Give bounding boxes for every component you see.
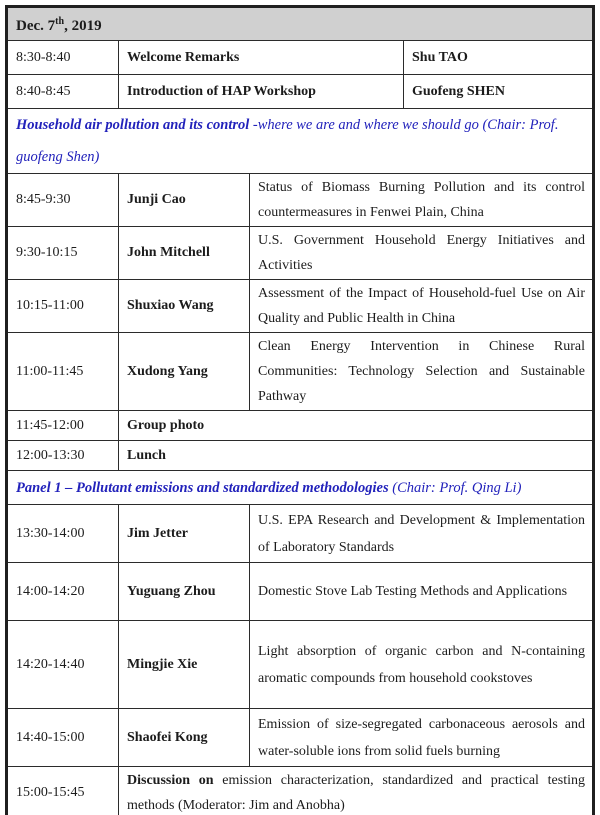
event-cell: Introduction of HAP Workshop — [119, 75, 404, 109]
date-prefix: Dec. 7 — [16, 18, 56, 34]
date-superscript: th — [55, 16, 65, 27]
section-title-lead: Household air pollution and its control — [16, 117, 253, 133]
session-row — [7, 174, 594, 227]
time-cell: 14:40-15:00 — [7, 709, 119, 767]
session-row — [7, 709, 594, 767]
section-title-lead: Panel 1 – Pollutant emissions and standardized methodologies — [16, 479, 393, 496]
date-header-row — [7, 7, 594, 41]
discussion-rest: emission characterization, standardized and practical testing methods (Moderator: Jim and Anobha) — [127, 773, 585, 813]
section-title — [7, 109, 594, 174]
talk-title-cell: U.S. EPA Research and Development & Implementation of Laboratory Standards — [250, 505, 594, 563]
person-cell: Guofeng SHEN — [404, 75, 594, 109]
time-cell: 8:30-8:40 — [7, 41, 119, 75]
opening-row-introduction — [7, 75, 594, 109]
time-cell: 9:30-10:15 — [7, 227, 119, 280]
session-row — [7, 280, 594, 333]
break-row-group-photo — [7, 411, 594, 441]
time-cell: 8:40-8:45 — [7, 75, 119, 109]
section-title — [7, 471, 594, 505]
talk-title-cell: Emission of size-segregated carbonaceous aerosols and water-soluble ions from solid fuels burning — [250, 709, 594, 767]
section-header-household — [7, 109, 594, 174]
session-row — [7, 505, 594, 563]
break-label-cell: Group photo — [119, 411, 594, 441]
talk-title-cell: Light absorption of organic carbon and N-containing aromatic compounds from household cookstoves — [250, 621, 594, 709]
time-cell: 14:00-14:20 — [7, 563, 119, 621]
time-cell: 12:00-13:30 — [7, 441, 119, 471]
session-row — [7, 563, 594, 621]
time-cell: 8:45-9:30 — [7, 174, 119, 227]
time-cell: 13:30-14:00 — [7, 505, 119, 563]
event-cell: Welcome Remarks — [119, 41, 404, 75]
speaker-cell: Shaofei Kong — [119, 709, 250, 767]
discussion-cell — [119, 767, 594, 815]
speaker-cell: Junji Cao — [119, 174, 250, 227]
section-title-rest: -where we are and where we should go (Chair: Prof. guofeng Shen) — [16, 117, 559, 165]
session-row — [7, 621, 594, 709]
section-header-panel1 — [7, 471, 594, 505]
speaker-cell: Xudong Yang — [119, 333, 250, 411]
time-cell: 10:15-11:00 — [7, 280, 119, 333]
date-rest: , 2019 — [64, 18, 102, 34]
speaker-cell: Jim Jetter — [119, 505, 250, 563]
talk-title-cell: Domestic Stove Lab Testing Methods and Applications — [250, 563, 594, 621]
time-cell: 11:45-12:00 — [7, 411, 119, 441]
time-cell: 15:00-15:45 — [7, 767, 119, 815]
talk-title-cell: U.S. Government Household Energy Initiatives and Activities — [250, 227, 594, 280]
date-header — [7, 7, 594, 41]
speaker-cell: Mingjie Xie — [119, 621, 250, 709]
talk-title-cell: Clean Energy Intervention in Chinese Rural Communities: Technology Selection and Sustainable Pathway — [250, 333, 594, 411]
break-label-cell: Lunch — [119, 441, 594, 471]
discussion-row — [7, 767, 594, 815]
speaker-cell: John Mitchell — [119, 227, 250, 280]
discussion-lead: Discussion on — [127, 773, 214, 788]
talk-title-cell: Status of Biomass Burning Pollution and its control countermeasures in Fenwei Plain, China — [250, 174, 594, 227]
schedule-table — [5, 5, 595, 815]
time-cell: 11:00-11:45 — [7, 333, 119, 411]
speaker-cell: Shuxiao Wang — [119, 280, 250, 333]
break-row-lunch — [7, 441, 594, 471]
session-row — [7, 227, 594, 280]
talk-title-cell: Assessment of the Impact of Household-fuel Use on Air Quality and Public Health in China — [250, 280, 594, 333]
person-cell: Shu TAO — [404, 41, 594, 75]
speaker-cell: Yuguang Zhou — [119, 563, 250, 621]
session-row — [7, 333, 594, 411]
opening-row-welcome — [7, 41, 594, 75]
time-cell: 14:20-14:40 — [7, 621, 119, 709]
section-title-rest: (Chair: Prof. Qing Li) — [392, 479, 522, 496]
